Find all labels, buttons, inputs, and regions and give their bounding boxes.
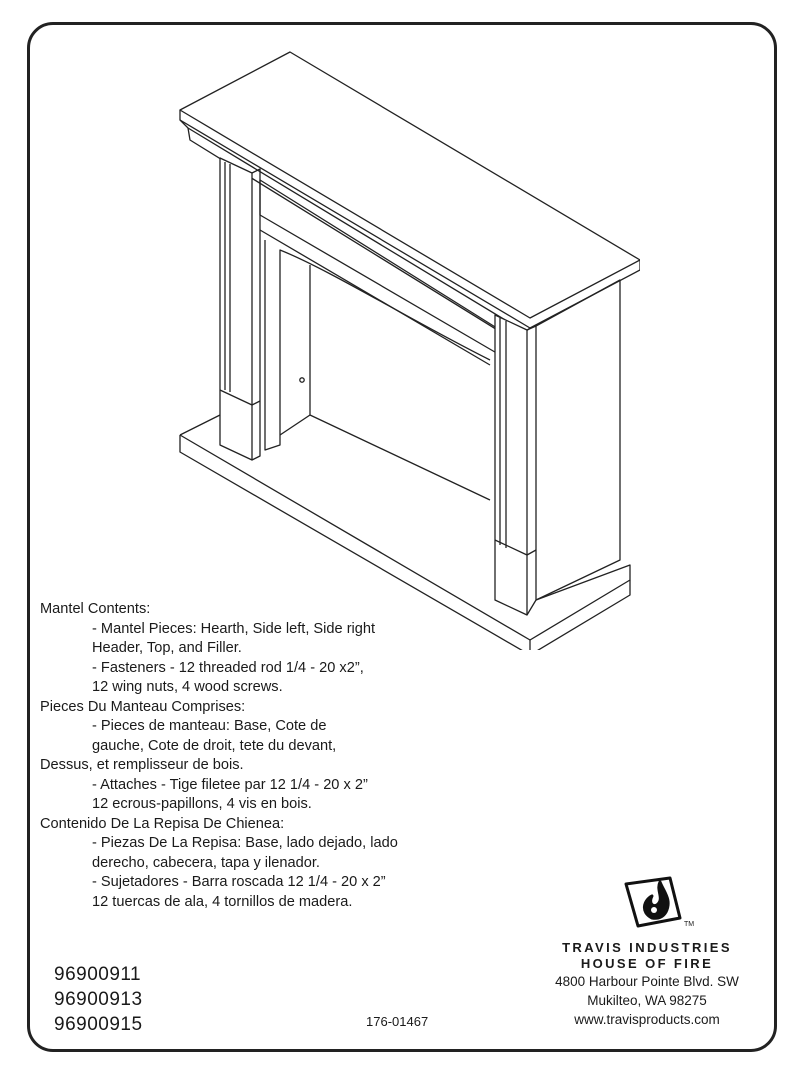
model-number: 96900913 [54, 989, 143, 1010]
company-name: TRAVIS INDUSTRIES [562, 940, 732, 955]
contents-line: - Piezas De La Repisa: Base, lado dejado, lado [92, 835, 398, 851]
company-block [540, 940, 754, 1029]
contents-line: Dessus, et remplisseur de bois. [40, 757, 244, 773]
address-street: 4800 Harbour Pointe Blvd. SW [555, 974, 739, 989]
mantel-illustration [170, 40, 640, 650]
travis-flame-logo-icon [618, 870, 688, 932]
contents-line: 12 wing nuts, 4 wood screws. [92, 679, 283, 695]
contents-line: - Fasteners - 12 threaded rod 1/4 - 20 x2”, [92, 659, 364, 676]
contents-line: - Attaches - Tige filetee par 12 1/4 - 20 x 2” [92, 776, 368, 793]
contents-line: - Mantel Pieces: Hearth, Side left, Side right [92, 620, 376, 637]
contents-line: Mantel Contents: [40, 601, 151, 617]
address-city: Mukilteo, WA 98275 [587, 993, 707, 1008]
model-numbers [54, 962, 143, 1037]
website: www.travisproducts.com [574, 1012, 720, 1027]
contents-line: Pieces Du Manteau Comprises: [40, 698, 246, 715]
contents-line: - Pieces de manteau: Base, Cote de [92, 718, 327, 734]
contents-line: Header, Top, and Filler. [92, 640, 242, 656]
model-number: 96900915 [54, 1014, 143, 1035]
trademark: TM [684, 921, 695, 928]
company-tagline: HOUSE OF FIRE [580, 956, 714, 971]
contents-line: - Sujetadores - Barra roscada 12 1/4 - 20 x 2” [92, 874, 386, 890]
contents-line: derecho, cabecera, tapa y ilenador. [92, 854, 320, 871]
document-number: 176-01467 [366, 1014, 429, 1029]
contents-line: Contenido De La Repisa De Chienea: [40, 815, 285, 832]
contents-line: 12 tuercas de ala, 4 tornillos de madera. [92, 893, 353, 910]
contents-list [40, 600, 460, 912]
model-number: 96900911 [54, 964, 142, 985]
contents-line: 12 ecrous-papillons, 4 vis en bois. [92, 796, 312, 812]
contents-line: gauche, Cote de droit, tete du devant, [92, 737, 337, 754]
